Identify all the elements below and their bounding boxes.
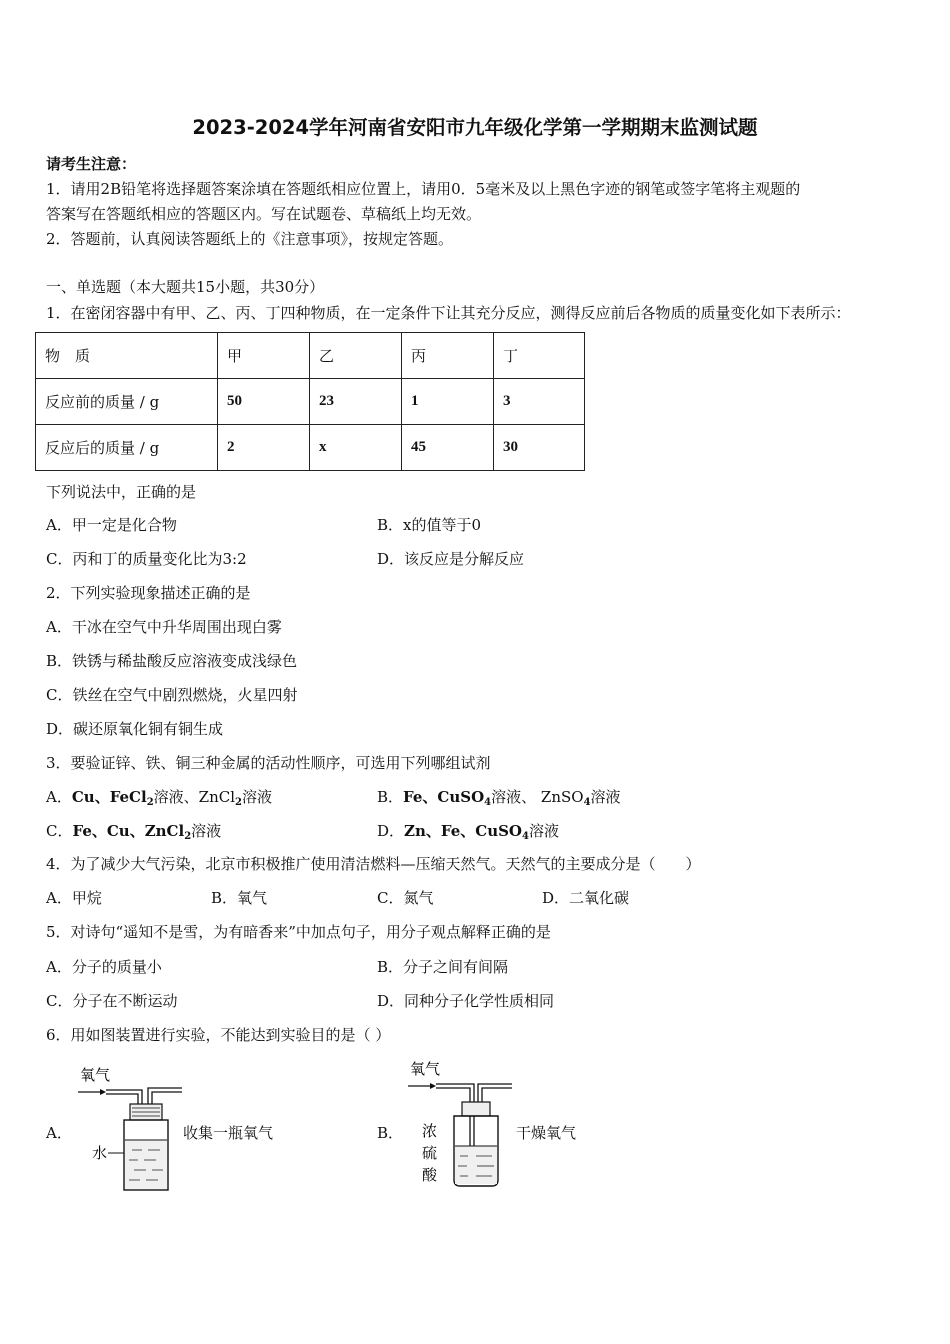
acid-label: 酸 [422,1166,438,1184]
q4-option-b: B．氧气 [211,889,268,907]
q3-option-a [46,786,272,808]
q1-option-c: C．丙和丁的质量变化比为3:2 [46,550,247,568]
table-cell: 反应后的质量 / g [36,425,218,471]
q2-stem: 2．下列实验现象描述正确的是 [46,584,251,602]
table-cell: 1 [402,379,494,425]
q5-stem: 5．对诗句“遥知不是雪，为有暗香来”中加点句子，用分子观点解释正确的是 [46,923,551,941]
table-cell: 2 [218,425,310,471]
table-cell: 30 [494,425,585,471]
q6-option-b-caption: 干燥氧气 [516,1124,577,1142]
q6-option-a-letter: A． [46,1124,72,1142]
table-cell: 3 [494,379,585,425]
notice-item-1-cont: 答案写在答题纸相应的答题区内。写在试题卷、草稿纸上均无效。 [46,205,482,223]
table-header: 乙 [310,333,402,379]
notice-item-2: 2．答题前，认真阅读答题纸上的《注意事项》，按规定答题。 [46,230,454,248]
table-row [36,379,585,425]
oxygen-label: 氧气 [80,1066,111,1084]
table-header-row [36,333,585,379]
table-cell: 50 [218,379,310,425]
table-cell: x [310,425,402,471]
mass-table [35,332,585,471]
formula-subscript: 4 [484,797,492,808]
q1-stem: 1．在密闭容器中有甲、乙、丙、丁四种物质，在一定条件下让其充分反应，测得反应前后各物质的质量变化如下表所示： [46,304,851,322]
formula-text: Fe、Cu、ZnCl [72,822,185,840]
formula-text: Zn、Fe、CuSO [404,822,523,840]
option-letter: C． [46,822,73,840]
formula-subscript: 4 [583,797,591,808]
page-title: 2023-2024学年河南省安阳市九年级化学第一学期期末监测试题 [192,116,758,139]
formula-text: 溶液 [590,788,621,806]
q1-option-d: D．该反应是分解反应 [377,550,525,568]
q6-stem: 6．用如图装置进行实验，不能达到实验目的是（ ） [46,1026,391,1044]
q3-option-b [377,786,621,808]
q5-option-c: C．分子在不断运动 [46,992,178,1010]
notice-heading: 请考生注意： [46,155,137,173]
formula-subscript: 2 [146,797,154,808]
table-cell: 23 [310,379,402,425]
q5-option-b: B．分子之间有间隔 [377,958,509,976]
q6-option-b-letter: B． [377,1124,404,1142]
q5-option-a: A．分子的质量小 [46,958,162,976]
water-label: 水 [92,1144,108,1162]
section-heading: 一、单选题（本大题共15小题，共30分） [46,278,325,296]
table-row [36,425,585,471]
formula-subscript: 4 [522,831,529,842]
q1-prompt: 下列说法中，正确的是 [46,483,197,501]
formula-text: 溶液、ZnCl [153,788,236,806]
q5-option-d: D．同种分子化学性质相同 [377,992,555,1010]
q3-stem: 3．要验证锌、铁、铜三种金属的活动性顺序，可选用下列哪组试剂 [46,754,491,772]
q1-option-a: A．甲一定是化合物 [46,516,177,534]
table-header: 甲 [218,333,310,379]
gas-drying-apparatus [404,1056,514,1190]
table-cell: 反应前的质量 / g [36,379,218,425]
formula-text: Fe、CuSO [403,788,485,806]
formula-text: 溶液 [191,822,222,840]
formula-subscript: 2 [235,797,242,808]
q2-option-a: A．干冰在空气中升华周围出现白雾 [46,618,282,636]
table-header: 物 质 [36,333,218,379]
q3-option-c [46,820,221,842]
q3-option-d [377,820,559,842]
option-letter: D． [377,822,405,840]
acid-label: 浓 [422,1122,438,1140]
q2-option-c: C．铁丝在空气中剧烈燃烧，火星四射 [46,686,298,704]
formula-text: Cu、FeCl [71,788,147,806]
q4-option-c: C．氮气 [377,889,434,907]
table-cell: 45 [402,425,494,471]
oxygen-label: 氧气 [410,1060,441,1078]
q4-stem: 4．为了减少大气污染，北京市积极推广使用清洁燃料—压缩天然气。天然气的主要成分是（ ） [46,855,701,873]
notice-item-1: 1．请用2B铅笔将选择题答案涂填在答题纸相应位置上，请用0．5毫米及以上黑色字迹的钢笔或签字笔将主观题的 [46,180,801,198]
q1-option-b: B．x的值等于0 [377,516,482,534]
q4-option-d: D．二氧化碳 [542,889,630,907]
acid-label: 硫 [422,1144,438,1162]
q4-option-a: A．甲烷 [46,889,102,907]
option-letter: B． [377,788,404,806]
table-header: 丁 [494,333,585,379]
gas-collection-apparatus [72,1060,182,1194]
formula-text: 溶液 [242,788,273,806]
table-header: 丙 [402,333,494,379]
formula-text: 溶液 [528,822,559,840]
q2-option-d: D．碳还原氧化铜有铜生成 [46,720,224,738]
q6-option-a-caption: 收集一瓶氧气 [183,1124,274,1142]
formula-subscript: 2 [184,831,192,842]
formula-text: 溶液、 ZnSO [491,788,584,806]
option-letter: A． [46,788,72,806]
q2-option-b: B．铁锈与稀盐酸反应溶液变成浅绿色 [46,652,298,670]
